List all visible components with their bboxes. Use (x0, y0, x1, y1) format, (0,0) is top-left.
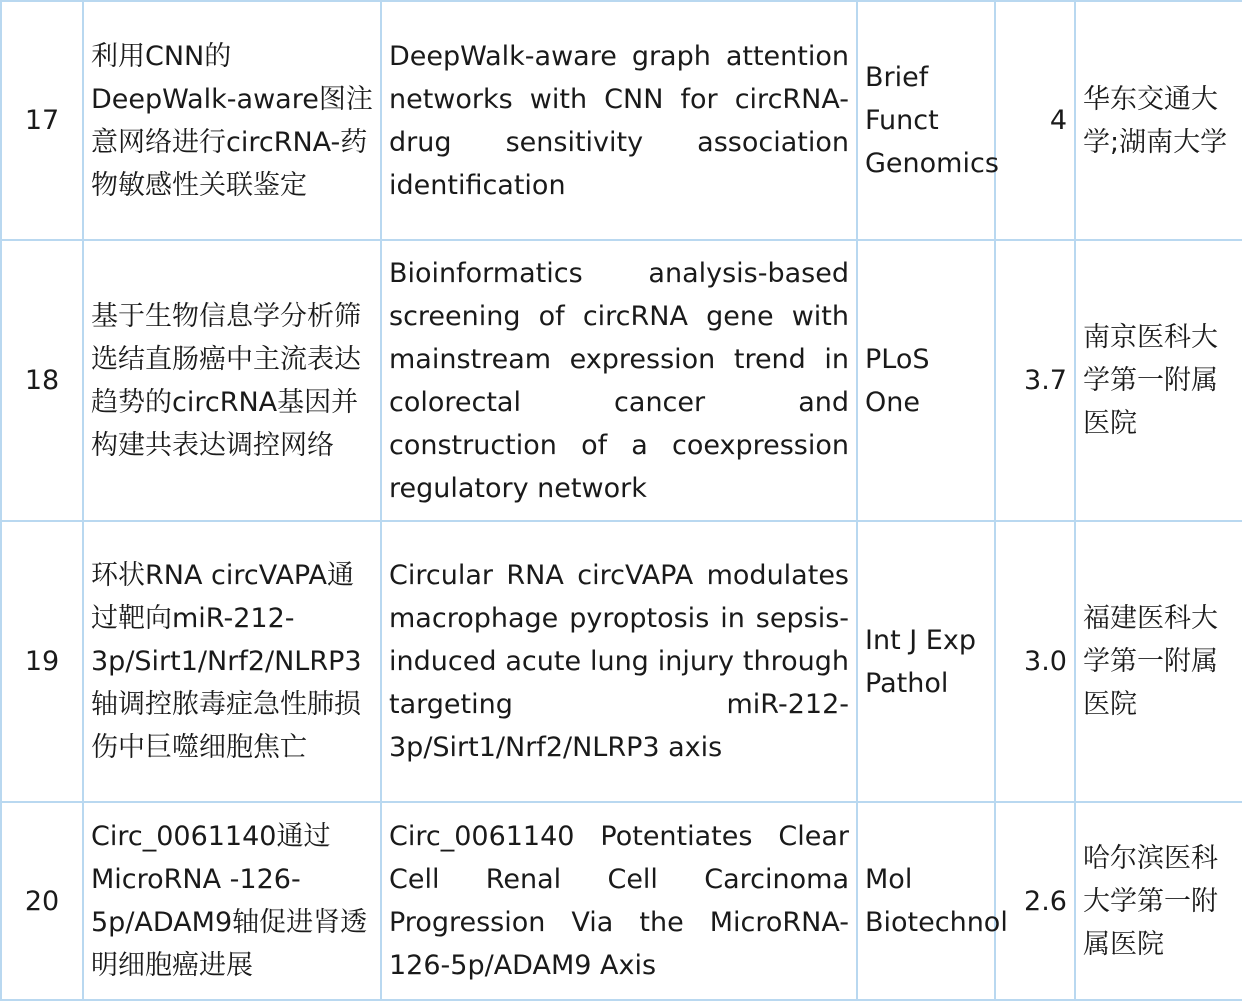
impact-factor: 4 (995, 1, 1075, 240)
institution: 哈尔滨医科大学第一附属医院 (1075, 802, 1242, 1000)
row-index: 17 (1, 1, 83, 240)
english-title: DeepWalk-aware graph attention networks with CNN for circRNA-drug sensitivity association identification (381, 1, 857, 240)
row-index: 18 (1, 240, 83, 521)
chinese-title: Circ_0061140通过MicroRNA -126-5p/ADAM9轴促进肾透明细胞癌进展 (83, 802, 381, 1000)
impact-factor: 3.7 (995, 240, 1075, 521)
journal-name: Brief Funct Genomics (857, 1, 995, 240)
journal-name: Mol Biotechnol (857, 802, 995, 1000)
table-row (1, 240, 1242, 521)
table-row (1, 1, 1242, 240)
journal-name: Int J Exp Pathol (857, 521, 995, 802)
row-index: 19 (1, 521, 83, 802)
chinese-title: 基于生物信息学分析筛选结直肠癌中主流表达趋势的circRNA基因并构建共表达调控网络 (83, 240, 381, 521)
institution: 南京医科大学第一附属医院 (1075, 240, 1242, 521)
impact-factor: 3.0 (995, 521, 1075, 802)
institution: 福建医科大学第一附属医院 (1075, 521, 1242, 802)
table-row (1, 802, 1242, 1000)
english-title: Circular RNA circVAPA modulates macrophage pyroptosis in sepsis-induced acute lung injury through targeting miR-212-3p/Sirt1/Nrf2/NLRP3 axis (381, 521, 857, 802)
chinese-title: 利用CNN的DeepWalk-aware图注意网络进行circRNA-药物敏感性关联鉴定 (83, 1, 381, 240)
english-title: Bioinformatics analysis-based screening of circRNA gene with mainstream expression trend in colorectal cancer and construction of a coexpression regulatory network (381, 240, 857, 521)
row-index: 20 (1, 802, 83, 1000)
english-title: Circ_0061140 Potentiates Clear Cell Renal Cell Carcinoma Progression Via the MicroRNA-126-5p/ADAM9 Axis (381, 802, 857, 1000)
journal-name: PLoS One (857, 240, 995, 521)
impact-factor: 2.6 (995, 802, 1075, 1000)
institution: 华东交通大学;湖南大学 (1075, 1, 1242, 240)
chinese-title: 环状RNA circVAPA通过靶向miR-212-3p/Sirt1/Nrf2/NLRP3轴调控脓毒症急性肺损伤中巨噬细胞焦亡 (83, 521, 381, 802)
table-row (1, 521, 1242, 802)
